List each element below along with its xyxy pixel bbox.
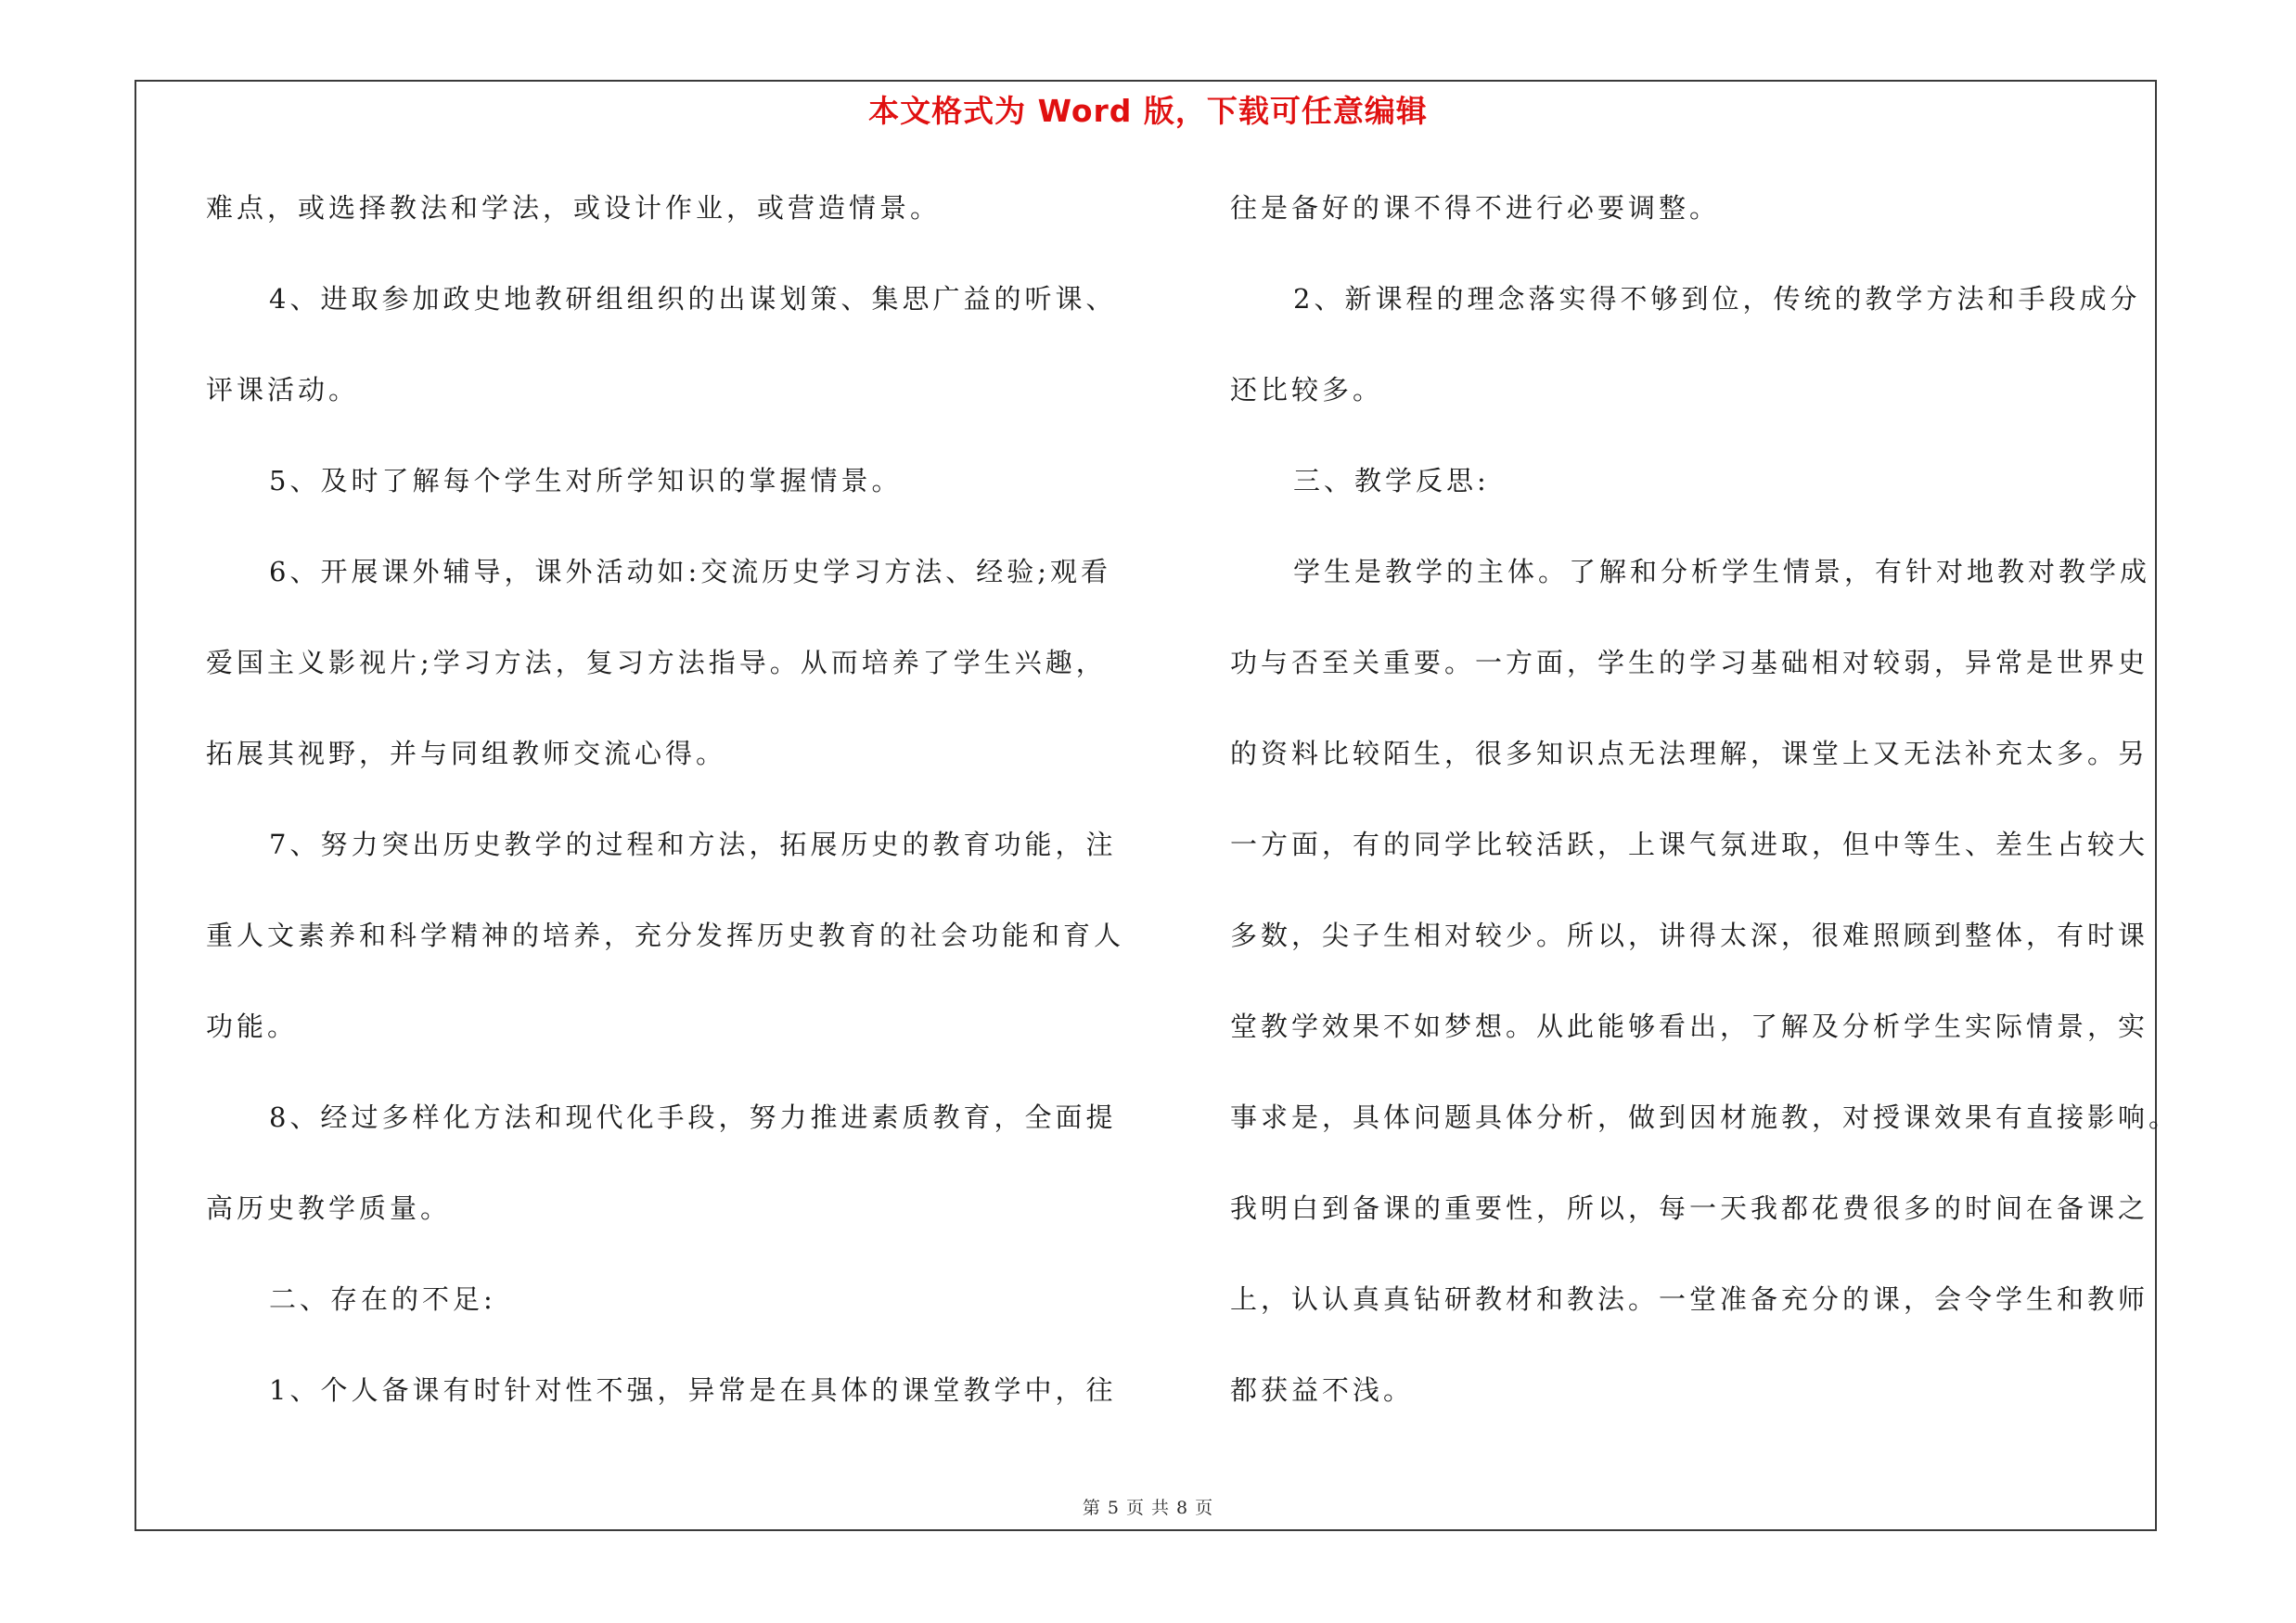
section-heading: 二、存在的不足: bbox=[269, 1283, 496, 1315]
section-heading: 三、教学反思: bbox=[1293, 465, 1490, 496]
text-line: 还比较多。 bbox=[1230, 374, 1384, 406]
text-line: 爱国主义影视片;学习方法，复习方法指导。从而培养了学生兴趣， bbox=[206, 647, 1107, 678]
text-line: 往是备好的课不得不进行必要调整。 bbox=[1230, 192, 1721, 224]
text-line: 7、努力突出历史教学的过程和方法，拓展历史的教育功能，注 bbox=[269, 829, 1117, 860]
text-line: 2、新课程的理念落实得不够到位，传统的教学方法和手段成分 bbox=[1293, 283, 2141, 315]
text-line: 4、进取参加政史地教研组组织的出谋划策、集思广益的听课、 bbox=[269, 283, 1117, 315]
text-line: 一方面，有的同学比较活跃，上课气氛进取，但中等生、差生占较大 bbox=[1230, 829, 2149, 860]
text-line: 堂教学效果不如梦想。从此能够看出，了解及分析学生实际情景，实 bbox=[1230, 1011, 2149, 1042]
text-line: 功能。 bbox=[206, 1011, 299, 1042]
page-number: 第 5 页 共 8 页 bbox=[1082, 1498, 1214, 1518]
text-line: 事求是，具体问题具体分析，做到因材施教，对授课效果有直接影响。 bbox=[1230, 1101, 2180, 1133]
text-line: 功与否至关重要。一方面，学生的学习基础相对较弱，异常是世界史 bbox=[1230, 647, 2149, 678]
text-line: 的资料比较陌生，很多知识点无法理解，课堂上又无法补充太多。另 bbox=[1230, 738, 2149, 769]
text-line: 6、开展课外辅导，课外活动如:交流历史学习方法、经验;观看 bbox=[269, 556, 1111, 587]
text-line: 上，认认真真钻研教材和教法。一堂准备充分的课，会令学生和教师 bbox=[1230, 1283, 2149, 1315]
text-line: 重人文素养和科学精神的培养，充分发挥历史教育的社会功能和育人 bbox=[206, 920, 1125, 951]
text-line: 高历史教学质量。 bbox=[206, 1192, 452, 1224]
text-line: 多数，尖子生相对较少。所以，讲得太深，很难照顾到整体，有时课 bbox=[1230, 920, 2149, 951]
text-line: 难点，或选择教法和学法，或设计作业，或营造情景。 bbox=[206, 192, 942, 224]
left-column bbox=[206, 162, 1126, 1436]
text-line: 5、及时了解每个学生对所学知识的掌握情景。 bbox=[269, 465, 903, 496]
text-line: 8、经过多样化方法和现代化手段，努力推进素质教育，全面提 bbox=[269, 1101, 1117, 1133]
text-line: 1、个人备课有时针对性不强，异常是在具体的课堂教学中，往 bbox=[269, 1374, 1117, 1406]
text-line: 我明白到备课的重要性，所以，每一天我都花费很多的时间在备课之 bbox=[1230, 1192, 2149, 1224]
text-line: 学生是教学的主体。了解和分析学生情景，有针对地教对教学成 bbox=[1293, 556, 2151, 587]
text-line: 都获益不浅。 bbox=[1230, 1374, 1415, 1406]
format-notice-banner: 本文格式为 Word 版，下载可任意编辑 bbox=[868, 93, 1428, 129]
right-column bbox=[1230, 162, 2180, 1436]
text-line: 评课活动。 bbox=[206, 374, 360, 406]
text-line: 拓展其视野，并与同组教师交流心得。 bbox=[206, 738, 727, 769]
